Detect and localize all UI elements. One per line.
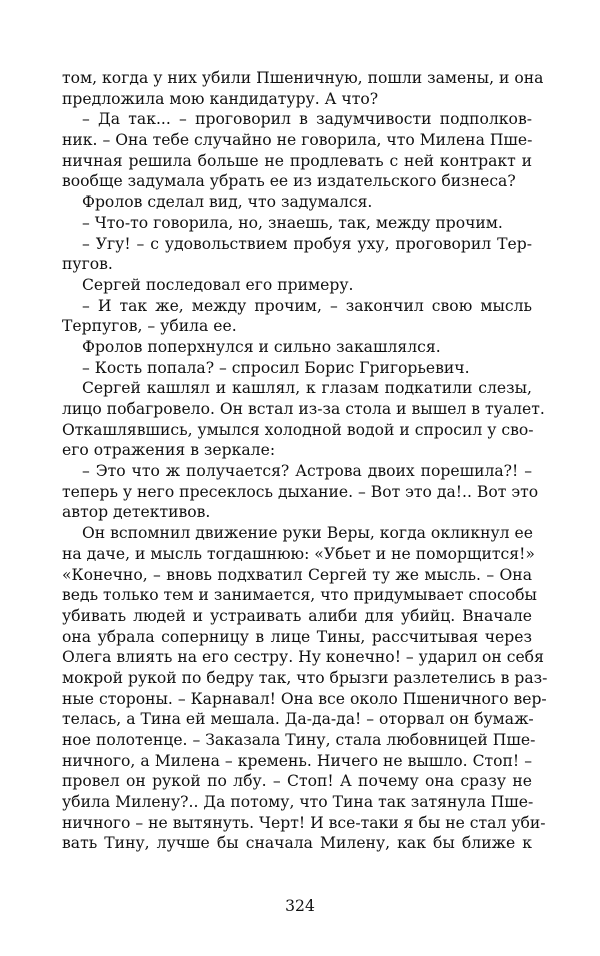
text-line: убила Милену?.. Да потому, что Тина так затянула Пше- [62, 793, 534, 812]
text-line: мокрой рукой по бедру так, что брызги разлетелись в раз- [62, 668, 548, 687]
text-line: том, когда у них убили Пшеничную, пошли замены, и она [62, 69, 544, 87]
text-line: ведь только тем и занимается, что придумывает способы [62, 586, 537, 605]
text-line: «Конечно, – вновь подхватил Сергей ту же мысль. – Она [62, 565, 532, 584]
text-line: его отражения в зеркале: [62, 441, 276, 460]
text-line: вообще задумала убрать ее из издательского бизнеса? [62, 172, 516, 191]
text-line: вать Тину, лучше бы сначала Милену, как бы ближе к [62, 834, 532, 853]
text-line: ничная решила больше не продлевать с ней контракт и [62, 151, 532, 170]
text-line: Он вспомнил движение руки Веры, когда окликнул ее [82, 524, 534, 543]
text-line: на даче, и мысль тогдашнюю: «Убьет и не поморщится!» [62, 544, 535, 563]
text-line: теперь у него пресеклось дыхание. – Вот это да!.. Вот это [62, 482, 539, 501]
text-line: она убрала соперницу в лице Тины, рассчитывая через [62, 627, 532, 646]
text-line: ник. – Она тебе случайно не говорила, что Милена Пше- [62, 131, 533, 150]
text-line: Фролов сделал вид, что задумался. [82, 193, 373, 212]
text-line: ные стороны. – Карнавал! Она все около Пшеничного вер- [62, 689, 547, 708]
text-line: Фролов поперхнулся и сильно закашлялся. [82, 337, 441, 356]
text-line: ное полотенце. – Заказала Тину, стала любовницей Пше- [62, 731, 536, 749]
text-line: пугов. [62, 255, 113, 274]
text-line: провел он рукой по лбу. – Стоп! А почему она сразу не [62, 772, 532, 791]
text-line: – Это что ж получается? Астрова двоих порешила?! – [82, 462, 532, 481]
text-line: автор детективов. [62, 503, 211, 522]
text-line: – Да так... – проговорил в задумчивости подполков- [82, 110, 532, 129]
text-line: Олега влиять на его сестру. Ну конечно! – ударил он себя [62, 648, 544, 667]
text-line: Сергей кашлял и кашлял, к глазам подкатили слезы, [82, 379, 532, 398]
text-line: ничного, а Милена – кремень. Ничего не вышло. Стоп! – [62, 751, 532, 770]
page-body [62, 68, 548, 854]
text-line: ничного – не вытянуть. Черт! И все-таки я бы не стал уби- [62, 813, 546, 832]
text-line: Откашлявшись, умылся холодной водой и спросил у сво- [62, 420, 534, 439]
text-line: – Кость попала? – спросил Борис Григорьевич. [82, 358, 470, 377]
text-line: – Угу! – с удовольствием пробуя уху, проговорил Тер- [82, 234, 532, 253]
text-line: предложила мою кандидатуру. А что? [62, 89, 379, 108]
text-line: убивать людей и устраивать алиби для убийц. Вначале [62, 606, 532, 625]
text-line: Терпугов, – убила ее. [62, 317, 237, 336]
text-line: – И так же, между прочим, – закончил свою мысль [82, 296, 532, 315]
text-line: телась, а Тина ей мешала. Да-да-да! – оторвал он бумаж- [62, 710, 534, 729]
text-line: – Что-то говорила, но, знаешь, так, между прочим. [82, 213, 503, 232]
text-line: лицо побагровело. Он встал из-за стола и вышел в туалет. [62, 400, 545, 418]
page-number: 324 [285, 897, 315, 915]
text-line: Сергей последовал его примеру. [82, 275, 354, 294]
